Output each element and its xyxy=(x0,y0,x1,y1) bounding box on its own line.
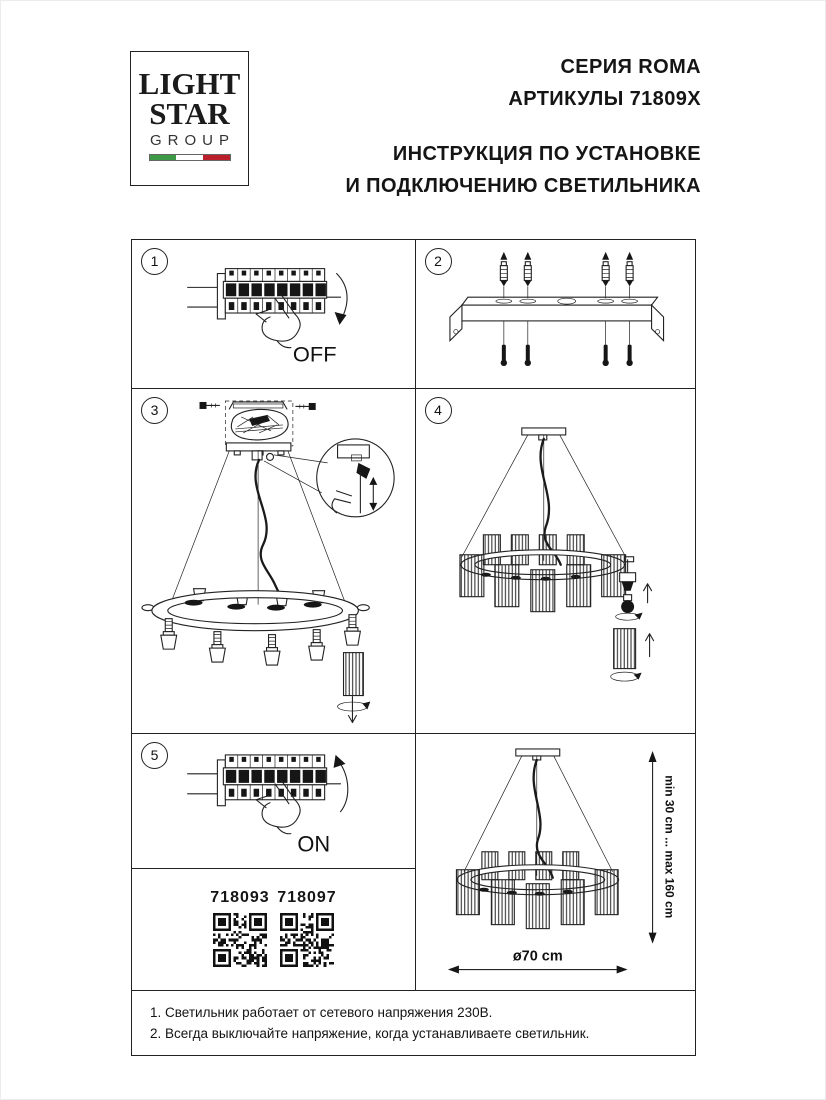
step-number-3: 3 xyxy=(141,397,168,424)
logo-word-light: LIGHT xyxy=(138,66,241,101)
on-label: ON xyxy=(297,831,331,857)
chandelier-ring xyxy=(142,588,369,630)
instruction-title-line1: ИНСТРУКЦИЯ ПО УСТАНОВКЕ xyxy=(392,143,701,165)
off-label: OFF xyxy=(292,341,337,367)
safety-notes xyxy=(131,990,696,1056)
article-code-718097: 718097 xyxy=(277,888,337,906)
step-number-5: 5 xyxy=(141,742,168,769)
instruction-title-line2: И ПОДКЛЮЧЕНИЮ СВЕТИЛЬНИКА xyxy=(345,175,701,197)
bracket-illustration xyxy=(416,240,696,388)
step-number-4: 4 xyxy=(425,397,452,424)
series-title: СЕРИЯ ROMA xyxy=(560,56,701,78)
flag-green xyxy=(150,155,177,160)
step-number-2: 2 xyxy=(425,248,452,275)
panel-step-5 xyxy=(131,733,416,870)
screw-rotation-arrow-icon xyxy=(338,696,371,722)
ceiling-plate xyxy=(515,748,559,759)
flag-red xyxy=(203,155,230,160)
article-code-718093: 718093 xyxy=(210,888,270,906)
note-1: 1. Светильник работает от сетевого напряжения 230В. xyxy=(150,1004,493,1020)
document-header xyxy=(345,51,701,202)
diameter-label: ø70 cm xyxy=(512,948,563,965)
qr-code-718093 xyxy=(213,913,267,967)
dimensions-illustration xyxy=(416,734,696,991)
height-dimension xyxy=(648,750,676,943)
logo-word-group: GROUP xyxy=(149,132,235,149)
canopy-assembly-illustration xyxy=(132,389,415,734)
cable-adjust-detail xyxy=(317,438,394,516)
chandelier-assembly-illustration xyxy=(416,389,696,734)
italian-flag-bar xyxy=(149,154,231,161)
mounting-bracket xyxy=(449,297,663,340)
lightstar-logo xyxy=(130,51,249,186)
qr-code-718097 xyxy=(280,913,334,967)
circuit-breaker xyxy=(188,754,341,805)
shade-install-detail xyxy=(610,628,653,680)
panel-step-4 xyxy=(415,388,697,735)
articles-title: АРТИКУЛЫ 71809X xyxy=(508,88,701,110)
panel-step-1 xyxy=(131,239,416,389)
diameter-dimension xyxy=(447,948,627,973)
wall-anchors xyxy=(500,252,633,298)
breaker-on-illustration xyxy=(132,734,415,869)
suspension-cables xyxy=(172,450,345,604)
ceiling-canopy xyxy=(225,400,293,459)
panel-step-2 xyxy=(415,239,697,389)
step-number-1: 1 xyxy=(141,248,168,275)
note-2: 2. Всегда выключайте напряжение, когда устанавливаете светильник. xyxy=(150,1026,590,1041)
panel-qr-codes xyxy=(131,868,416,992)
arrow-down-icon xyxy=(335,274,348,325)
logo-word-star: STAR xyxy=(149,96,230,131)
flag-white xyxy=(176,155,203,160)
panel-dimensions xyxy=(415,733,697,992)
glass-shade xyxy=(344,652,364,695)
steps-grid xyxy=(131,239,696,991)
mounting-screws xyxy=(500,321,632,366)
side-screws xyxy=(200,401,316,409)
breaker-off-illustration xyxy=(132,240,415,388)
height-range-label: min 30 cm ... max 160 cm xyxy=(662,774,677,918)
panel-step-3 xyxy=(131,388,416,735)
